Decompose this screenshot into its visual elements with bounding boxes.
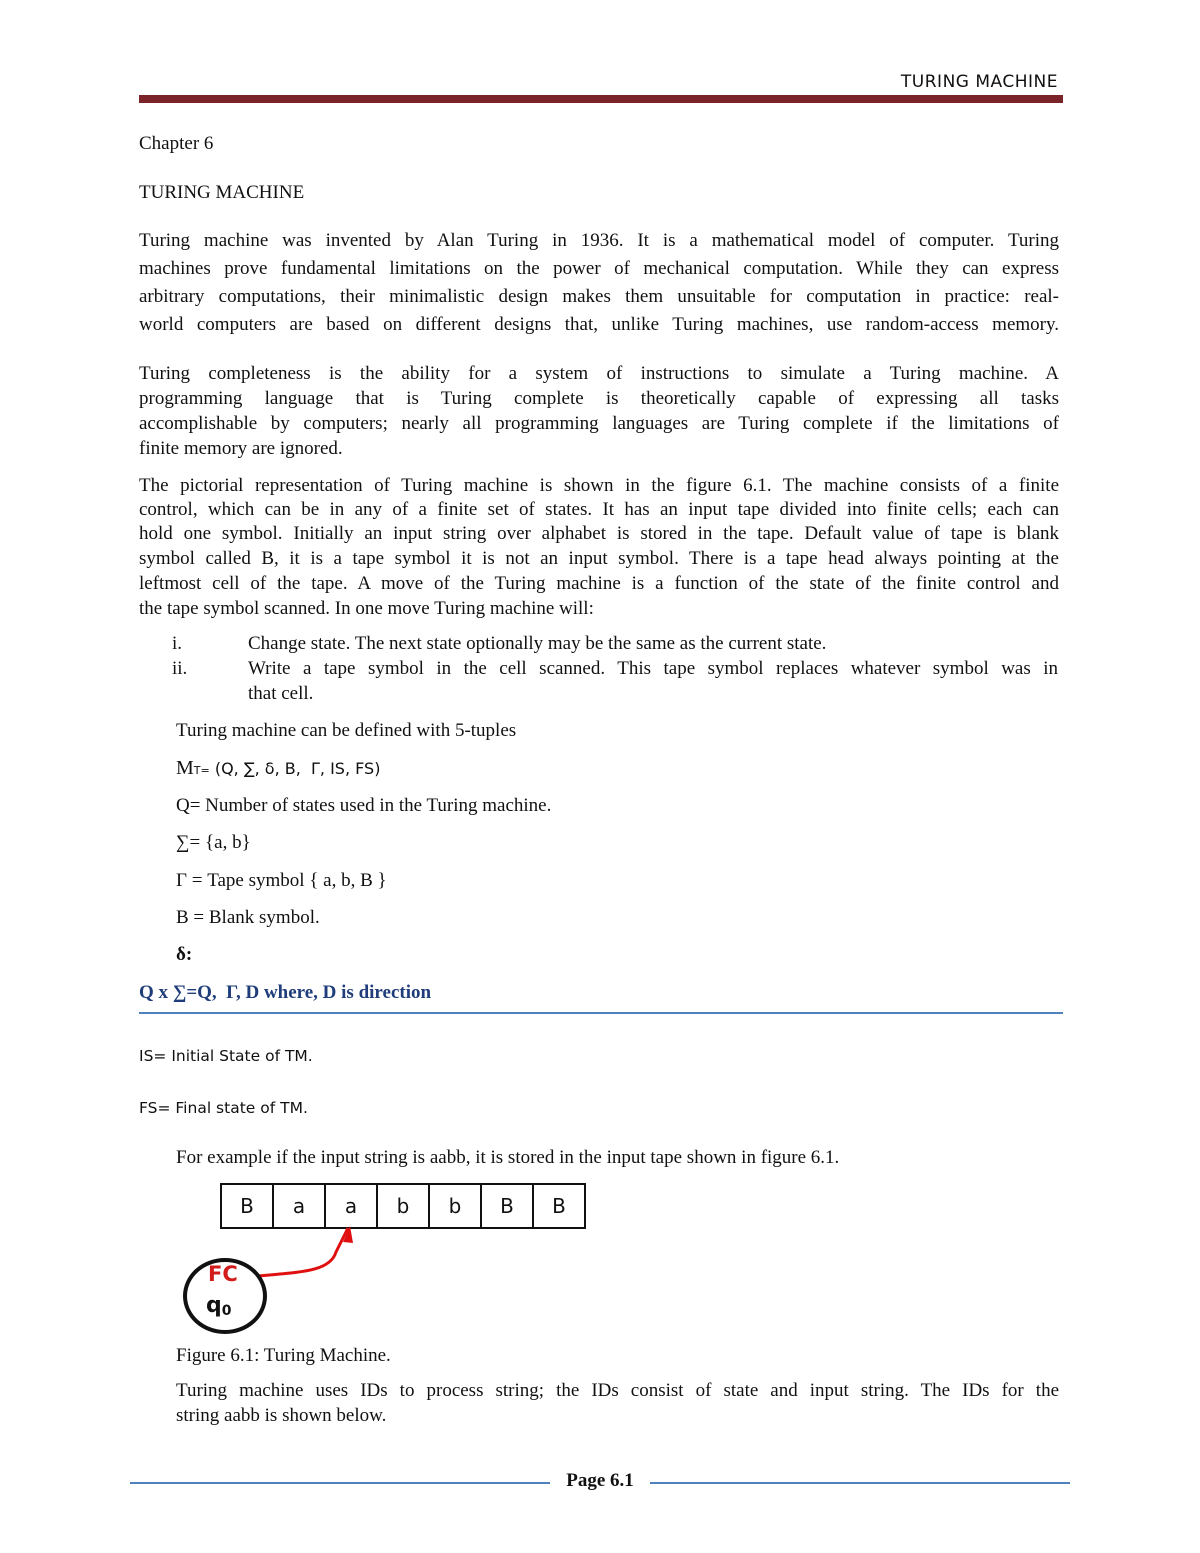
para2-line: accomplishable by computers; nearly all programming languages are Turing complete if the limitations of (139, 413, 1059, 434)
running-header: TURING MACHINE (900, 72, 1058, 92)
state-symbol: q (206, 1293, 222, 1318)
head-pointer-line (258, 1228, 348, 1276)
para3-line: the tape symbol scanned. In one move Turing machine will: (139, 598, 594, 619)
delta-heading-rule (139, 1012, 1063, 1014)
para1-line: arbitrary computations, their minimalistic design makes them unsuitable for computation in practice: real- (139, 286, 1059, 307)
tape-cell: B (482, 1185, 534, 1227)
footer-rule-right (650, 1482, 1070, 1484)
closing-line: string aabb is shown below. (176, 1405, 387, 1426)
para2-line: Turing completeness is the ability for a system of instructions to simulate a Turing machine. A (139, 363, 1059, 384)
list-item-text: Change state. The next state optionally may be the same as the current state. (248, 633, 827, 654)
para3-line: leftmost cell of the tape. A move of the Turing machine is a function of the state of the finite control and (139, 573, 1059, 594)
list-number: i. (172, 633, 183, 654)
tuple-definition (176, 757, 380, 780)
tape-cell: b (378, 1185, 430, 1227)
closing-line: Turing machine uses IDs to process string; the IDs consist of state and input string. The IDs for the (176, 1380, 1059, 1401)
tuple-m: M (176, 757, 194, 779)
chapter-label: Chapter 6 (139, 133, 214, 154)
delta-label: δ: (176, 944, 193, 965)
definition-intro: Turing machine can be defined with 5-tuples (176, 720, 517, 741)
fs-definition: FS= Final state of TM. (139, 1099, 308, 1117)
header-rule (139, 95, 1063, 103)
figure-caption: Figure 6.1: Turing Machine. (176, 1345, 391, 1366)
finite-control-label: FC (208, 1262, 238, 1286)
para1-line: machines prove fundamental limitations on the power of mechanical computation. While they can express (139, 258, 1059, 279)
para3-line: control, which can be in any of a finite set of states. It has an input tape divided into finite cells; each can (139, 499, 1059, 520)
tape-cell: b (430, 1185, 482, 1227)
page-number: Page 6.1 (566, 1470, 634, 1491)
state-subscript: 0 (221, 1303, 232, 1319)
is-definition: IS= Initial State of TM. (139, 1047, 313, 1065)
para3-line: hold one symbol. Initially an input string over alphabet is stored in the tape. Default value of tape is blank (139, 523, 1059, 544)
para1-line: world computers are based on different designs that, unlike Turing machines, use random-access memory. (139, 314, 1059, 335)
para3-line: The pictorial representation of Turing machine is shown in the figure 6.1. The machine consists of a finite (139, 475, 1059, 496)
tape-cell: B (552, 1194, 566, 1218)
chapter-title: TURING MACHINE (139, 182, 305, 203)
tuple-elements: (Q, ∑, δ, B, Γ, IS, FS) (209, 759, 381, 778)
tuple-subscript: T= (193, 764, 210, 777)
list-number: ii. (172, 658, 188, 679)
q-definition: Q= Number of states used in the Turing machine. (176, 795, 552, 816)
blank-definition: B = Blank symbol. (176, 907, 320, 928)
list-item-text: Write a tape symbol in the cell scanned. This tape symbol replaces whatever symbol was in (248, 658, 1058, 679)
gamma-definition: Γ = Tape symbol { a, b, B } (176, 870, 387, 891)
para1-line: Turing machine was invented by Alan Turing in 1936. It is a mathematical model of computer. Turing (139, 230, 1059, 251)
list-item-text: that cell. (248, 683, 314, 704)
tape-cell: a (326, 1185, 378, 1227)
tape-head-pointer (250, 1222, 370, 1292)
para2-line: finite memory are ignored. (139, 438, 343, 459)
delta-heading: Q x ∑=Q, Γ, D where, D is direction (139, 982, 432, 1003)
tape-cell: B (222, 1185, 274, 1227)
para3-line: symbol called B, it is a tape symbol it is not an input symbol. There is a tape head always pointing at the (139, 548, 1059, 569)
state-label (206, 1293, 232, 1319)
sigma-definition: ∑= {a, b} (176, 832, 251, 853)
example-text: For example if the input string is aabb, it is stored in the input tape shown in figure 6.1. (176, 1147, 840, 1168)
para2-line: programming language that is Turing complete is theoretically capable of expressing all tasks (139, 388, 1059, 409)
tape-cell: a (274, 1185, 326, 1227)
footer-rule-left (130, 1482, 550, 1484)
